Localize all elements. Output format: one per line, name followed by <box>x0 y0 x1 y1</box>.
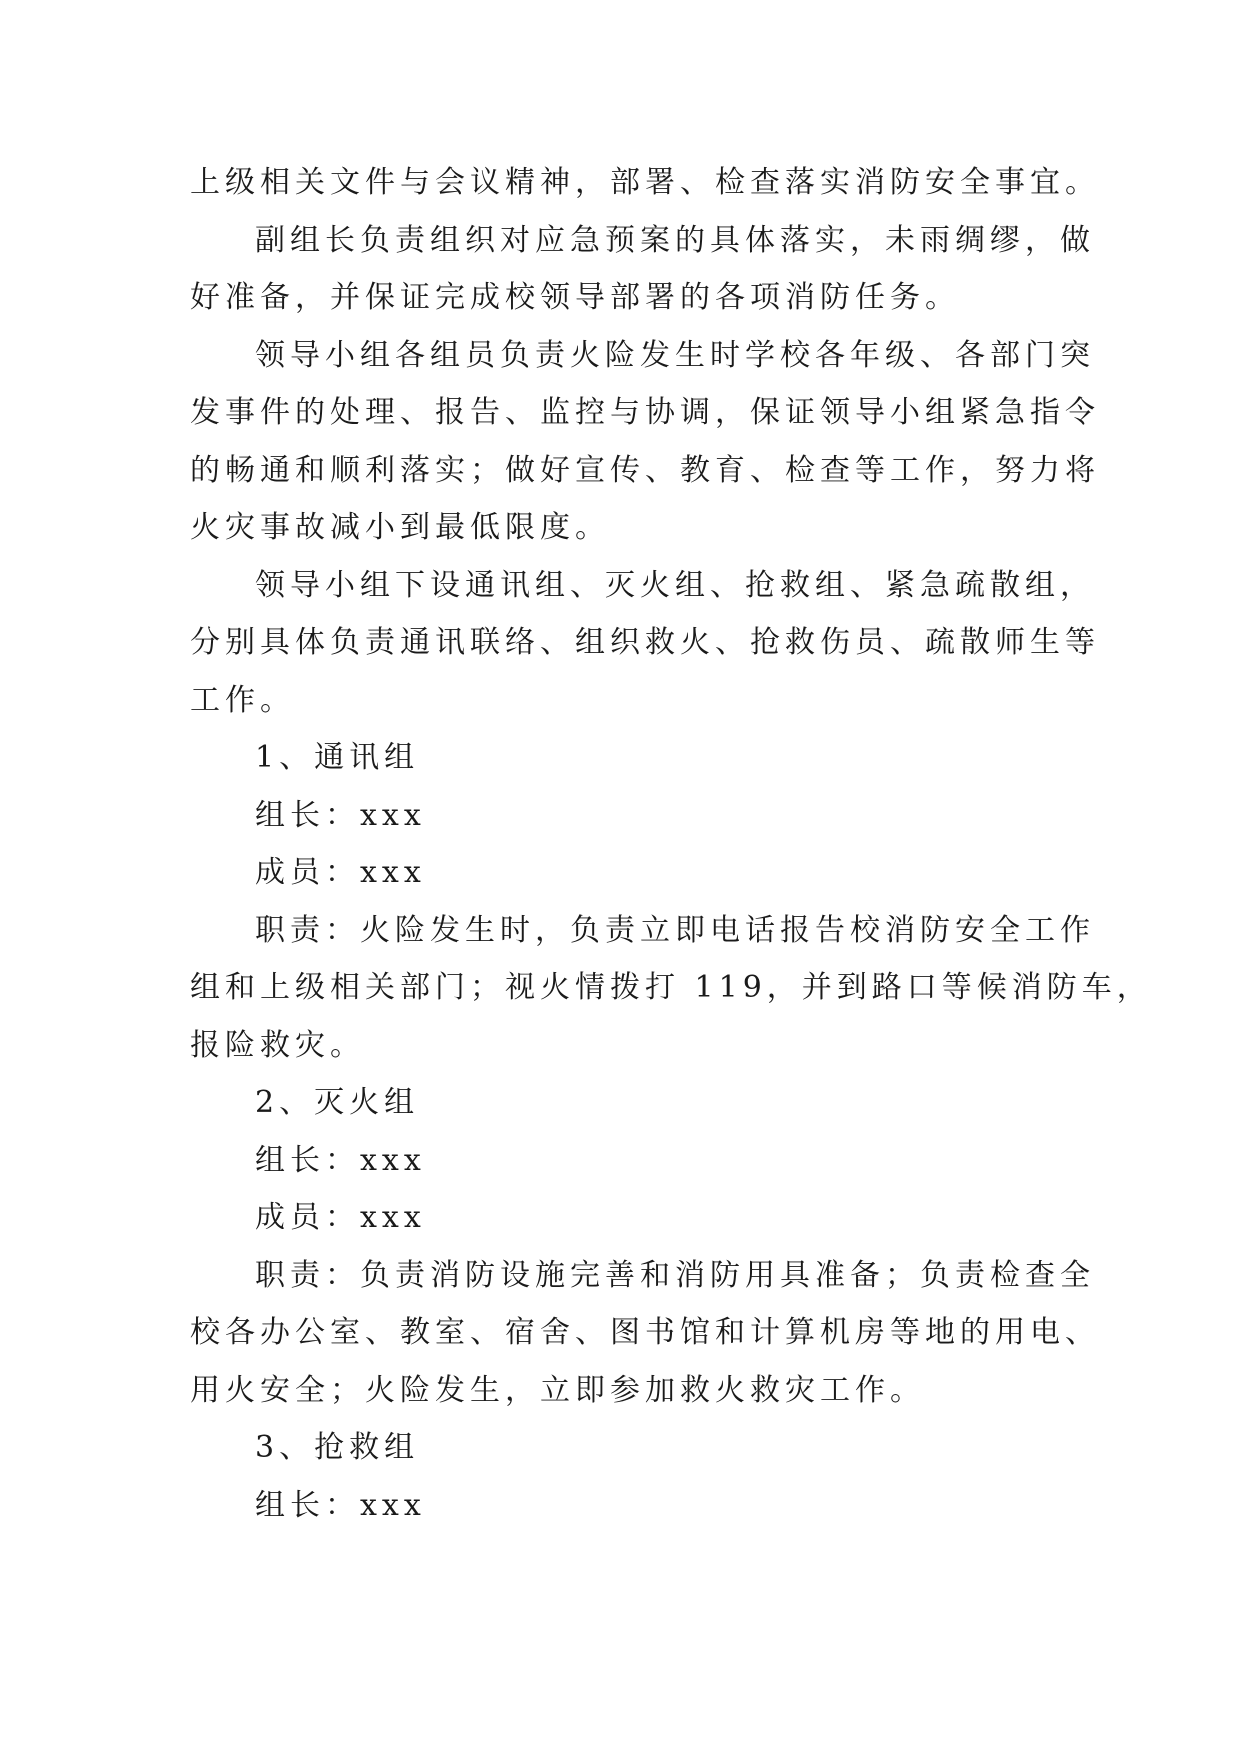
text-line: 2、灭火组 <box>255 1085 420 1120</box>
text-line: 好准备，并保证完成校领导部署的各项消防任务。 <box>190 280 960 315</box>
text-line: 的畅通和顺利落实；做好宣传、教育、检查等工作，努力将 <box>190 452 1100 488</box>
text-line: 职责：火险发生时，负责立即电话报告校消防安全工作 <box>255 912 1095 948</box>
text-line: 组和上级相关部门；视火情拨打 119，并到路口等候消防车， <box>190 970 1152 1005</box>
text-line: 分别具体负责通讯联络、组织救火、抢救伤员、疏散师生等 <box>190 625 1100 660</box>
text-line: 领导小组下设通讯组、灭火组、抢救组、紧急疏散组， <box>255 567 1095 603</box>
text-line: 组长：xxx <box>255 1487 426 1523</box>
text-line: 校各办公室、教室、宿舍、图书馆和计算机房等地的用电、 <box>190 1315 1100 1350</box>
text-line: 火灾事故减小到最低限度。 <box>190 510 610 545</box>
text-line: 发事件的处理、报告、监控与协调，保证领导小组紧急指令 <box>190 395 1100 430</box>
text-line: 成员：xxx <box>255 855 426 890</box>
text-line: 3、抢救组 <box>255 1430 420 1465</box>
document-body <box>190 154 1152 1534</box>
text-line: 组长：xxx <box>255 797 426 833</box>
text-line: 用火安全；火险发生，立即参加救火救灾工作。 <box>190 1372 925 1408</box>
text-line: 上级相关文件与会议精神，部署、检查落实消防安全事宜。 <box>190 165 1100 200</box>
text-line: 报险救灾。 <box>190 1027 365 1063</box>
text-line: 职责：负责消防设施完善和消防用具准备；负责检查全 <box>255 1257 1095 1293</box>
text-line: 组长：xxx <box>255 1142 426 1178</box>
text-line: 1、通讯组 <box>255 740 420 775</box>
text-line: 副组长负责组织对应急预案的具体落实，未雨绸缪，做 <box>255 222 1095 258</box>
text-line: 领导小组各组员负责火险发生时学校各年级、各部门突 <box>255 337 1095 373</box>
text-line: 成员：xxx <box>255 1200 426 1235</box>
text-line: 工作。 <box>190 682 295 718</box>
